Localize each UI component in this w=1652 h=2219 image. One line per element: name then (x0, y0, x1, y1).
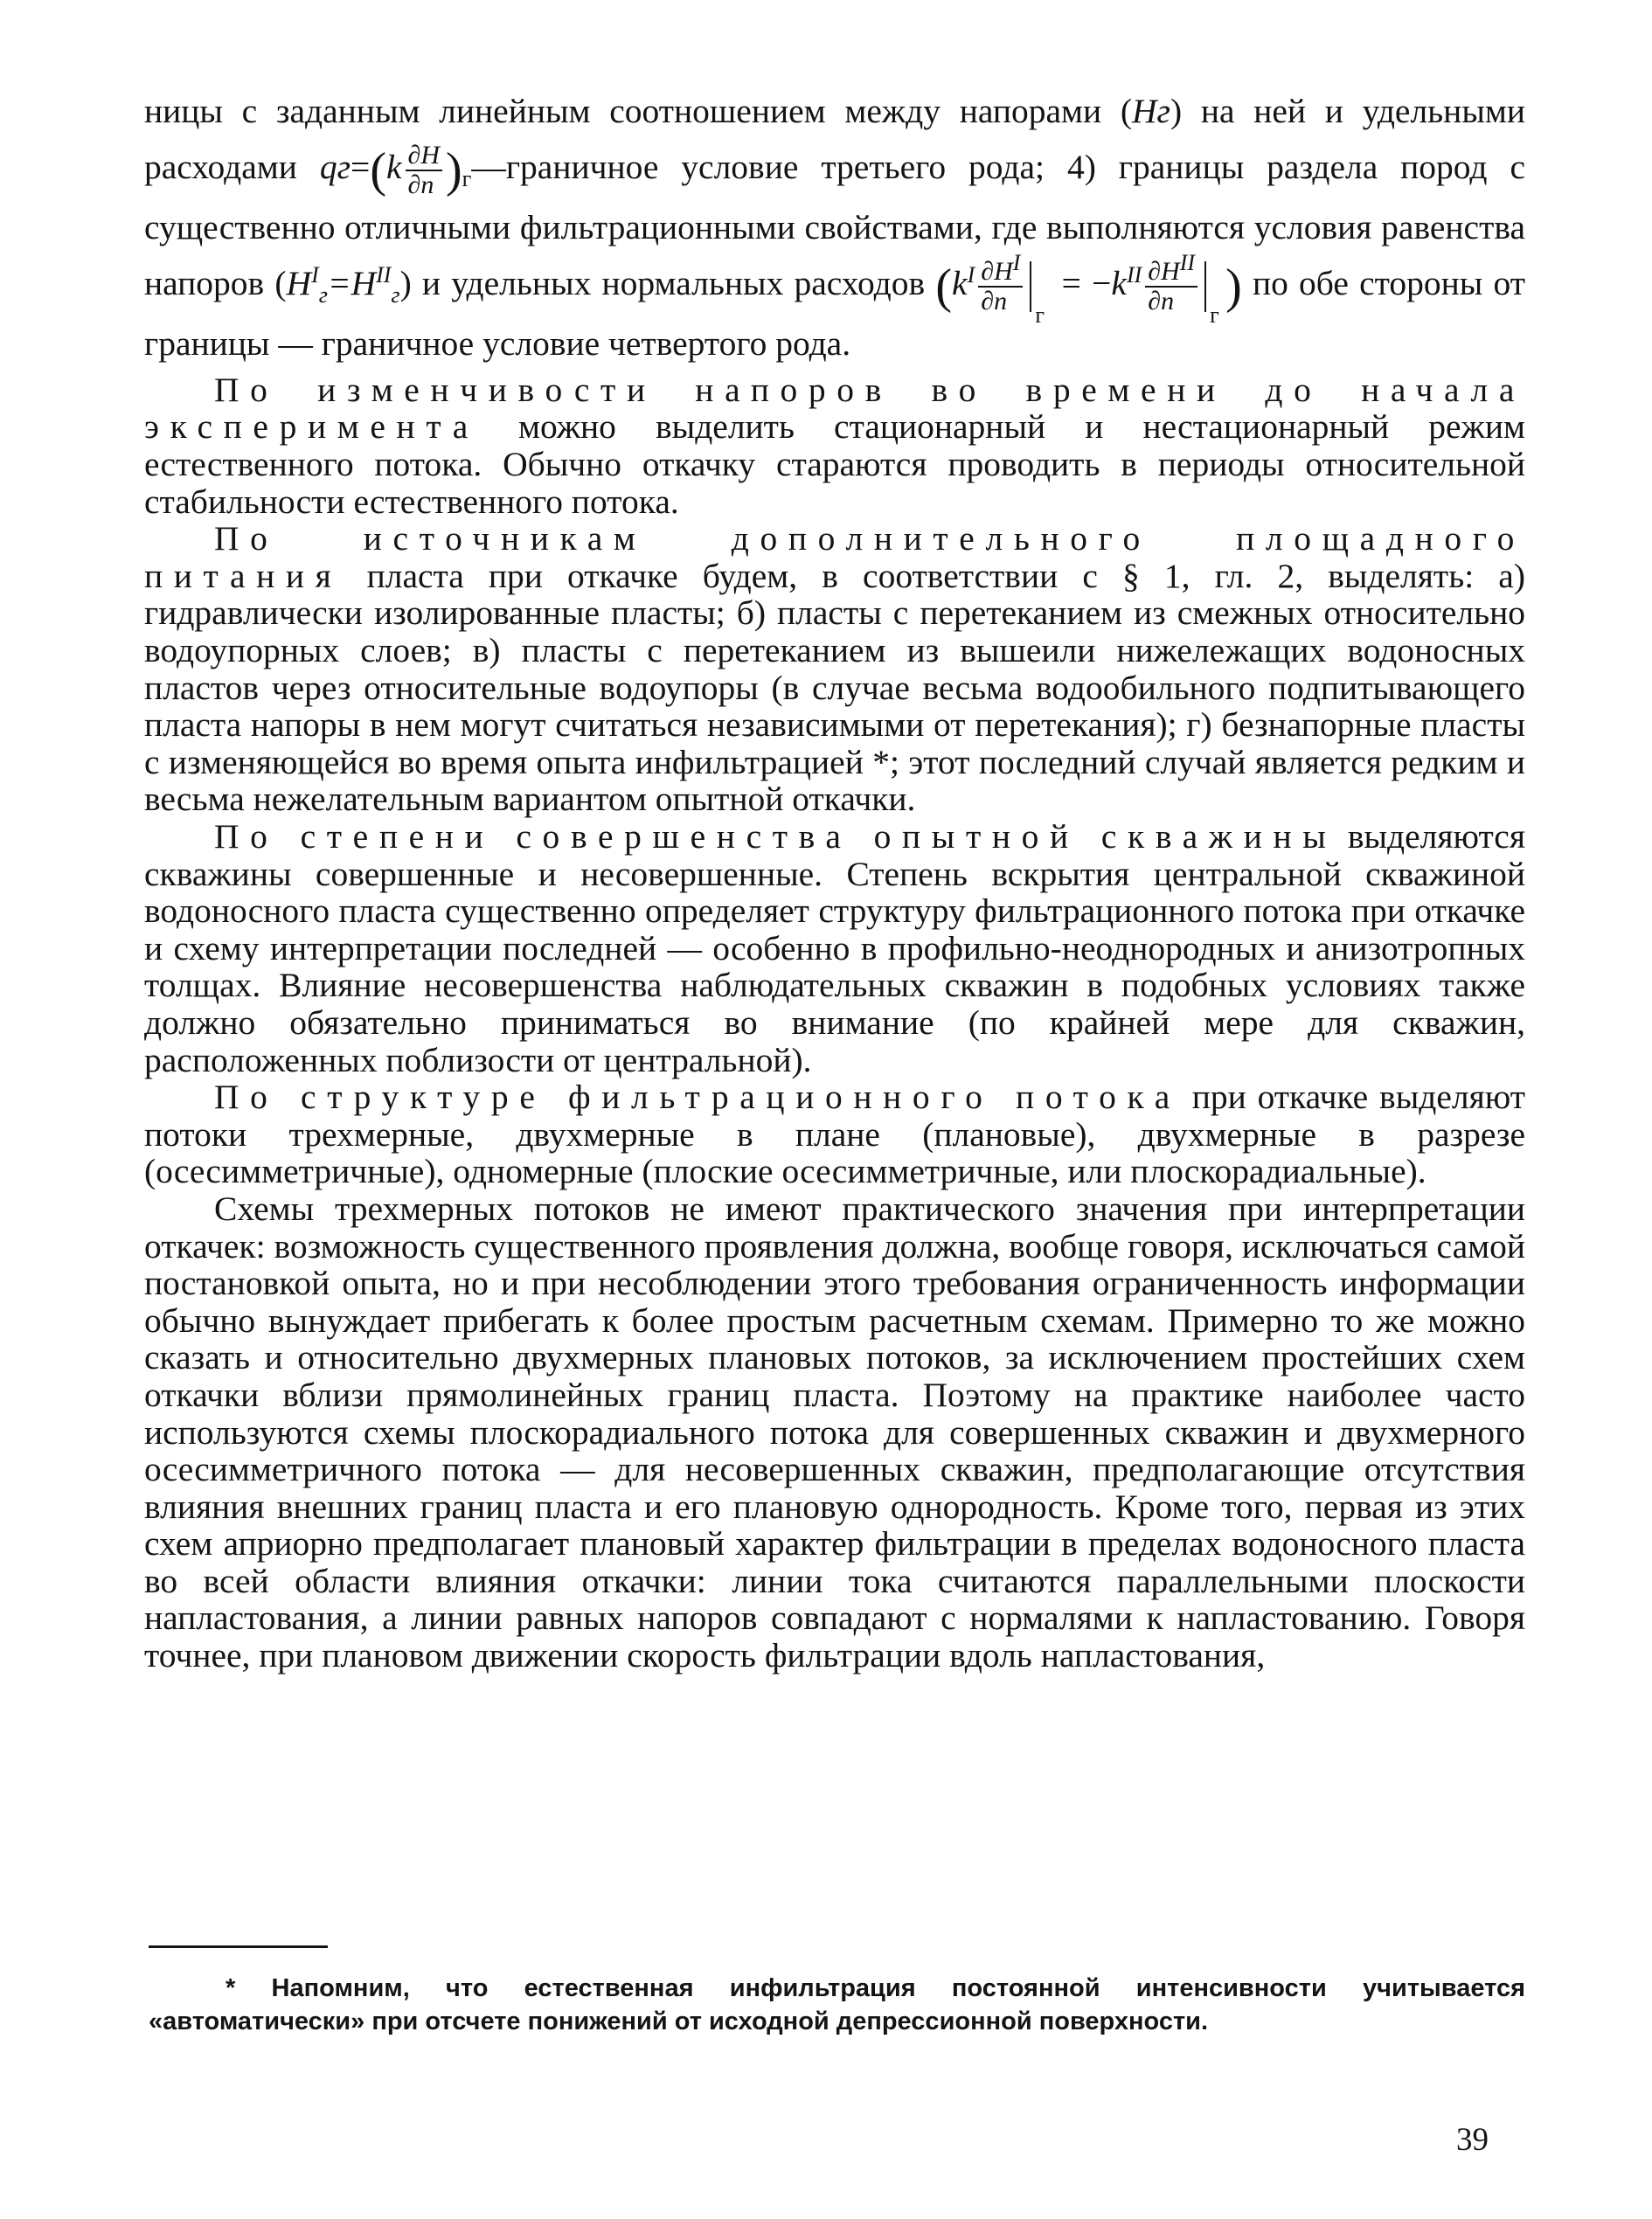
page-body (144, 83, 1525, 1675)
fraction-dHII-dn (1145, 249, 1197, 316)
coef-k: k (385, 148, 402, 186)
subscript: г (462, 165, 472, 191)
text: можно выделить стационарный и нестационарный режим естественного потока. Обычно откачку стараются проводить в периоды относительной стабильности естественного потока. (144, 407, 1525, 521)
spaced-heading: По степени совершенства опытной скважины (214, 817, 1337, 856)
spaced-heading: По источникам дополнительного площадного питания (144, 519, 1525, 595)
coef-kII: $k^{II}$ (1111, 261, 1142, 302)
spaced-heading: По структуре фильтрационного потока (214, 1078, 1181, 1117)
text: при откачке выделяют потоки трехмерные, двухмерные в плане (плановые), двухмерные в разрезе (осесимметричные), одномерные (плоские осесимметричные, или плоскорадиальные). (144, 1078, 1525, 1191)
paragraph-flow-structure (144, 1078, 1525, 1190)
fraction-dH-dn (406, 142, 443, 199)
formula-head-I: $H^I_г=H^{II}_г$ (286, 261, 400, 308)
text: = − (1051, 263, 1112, 302)
footnote: * Напомним, что естественная инфильтрация постоянной интенсивности учитывается «автоматически» при отсчете понижений от исходной депрессионной поверхности. (149, 1974, 1525, 2035)
paragraph-boundary-conditions (144, 83, 1525, 371)
numerator: ∂H (406, 142, 443, 171)
paragraph-flow-schemes: Схемы трехмерных потоков не имеют практического значения при интерпретации откачек: возможность существенного проявления должна, вообще говоря, исключаться самой постановкой опыта, но и при несоблюдении этого требования ограниченность информации обычно вынуждает прибегать к более простым расчетным схемам. Примерно то же можно сказать и относительно двухмерных плановых потоков, за исключением простейших схем откачки вблизи прямолинейных границ пласта. Поэтому на практике наиболее часто используются схемы плоскорадиального потока для совершенных скважин и двухмерного осесимметричного потока — для несовершенных скважин, предполагающие отсутствия влияния внешних границ пласта и его плановую однородность. Кроме того, первая из этих схем априорно предполагает плановый характер фильтрации в пределах водоносного пласта во всей области влияния откачки: линии тока считаются параллельными плоскости напластования, а линии равных напоров совпадают с нормалями к напластованию. Говоря точнее, при плановом движении скорость фильтрации вдоль напластования, (144, 1189, 1525, 1675)
fraction-dHI-dn (978, 249, 1023, 316)
paragraph-recharge-sources (144, 520, 1525, 818)
right-paren: ) (446, 142, 462, 198)
text: выделяются скважины совершенные и несовершенные. Степень вскрытия центральной скважиной водоносного пласта существенно определяет структуру фильтрационного потока при откачке и схему интерпретации последней — особенно в профильно-неоднородных и анизотропных толщах. Влияние несовершенства наблюдательных скважин в подобных условиях также должно обязательно приниматься во внимание (по крайней мере для скважин, расположенных поблизости от центральной). (144, 817, 1525, 1079)
left-paren: ( (935, 259, 953, 314)
right-paren: ) (1225, 259, 1242, 314)
formula-specific-flow: qг (319, 148, 351, 186)
text: —граничное условие третьего рода; 4) границы раздела пород с существенно отличными фильтрационными свойствами, где выполняются условия равенства напоров ( (144, 148, 1525, 302)
page-number: 39 (1456, 2122, 1489, 2158)
equals-sign: = (351, 148, 371, 186)
numerator: $\partial H^I$ (978, 258, 1023, 288)
evaluation-bar: г (1204, 261, 1224, 312)
paragraph-well-perfection (144, 818, 1525, 1078)
text: ) на ней и удельными расходами (144, 92, 1525, 186)
text: ) и удельных нормальных расходов (399, 263, 936, 302)
text: пласта при откачке будем, в соответствии с § 1, гл. 2, выделять: а) гидравлически изолированные пласты; б) пласты с перетеканием из смежных относительно водоупорных слоев; в) пласты с перетеканием из вышеили нижележащих водоносных пластов через относительные водоупоры (в случае весьма водообильного подпитывающего пласта напоры в нем могут считаться независимыми от перетекания); г) безнапорные пласты с изменяющейся во время опыта инфильтрацией *; этот последний случай является редким и весьма нежелательным вариантом опытной откачки. (144, 556, 1525, 819)
footnote-divider (149, 1945, 328, 1948)
left-paren: ( (370, 142, 386, 198)
formula-head: Hг (1132, 92, 1170, 130)
spaced-heading: По изменчивости напоров во времени до начала эксперимента (144, 370, 1525, 447)
text: ницы с заданным линейным соотношением между напорами ( (144, 92, 1133, 130)
numerator: $\partial H^{II}$ (1145, 258, 1197, 288)
denominator: ∂n (407, 170, 434, 199)
denominator: ∂n (1148, 286, 1175, 316)
denominator: ∂n (981, 286, 1008, 316)
paragraph-head-variability (144, 371, 1525, 520)
text: по обе стороны от границы — граничное условие четвертого рода. (144, 263, 1525, 363)
evaluation-bar: г (1030, 261, 1049, 312)
coef-kI: $k^I$ (952, 261, 975, 302)
